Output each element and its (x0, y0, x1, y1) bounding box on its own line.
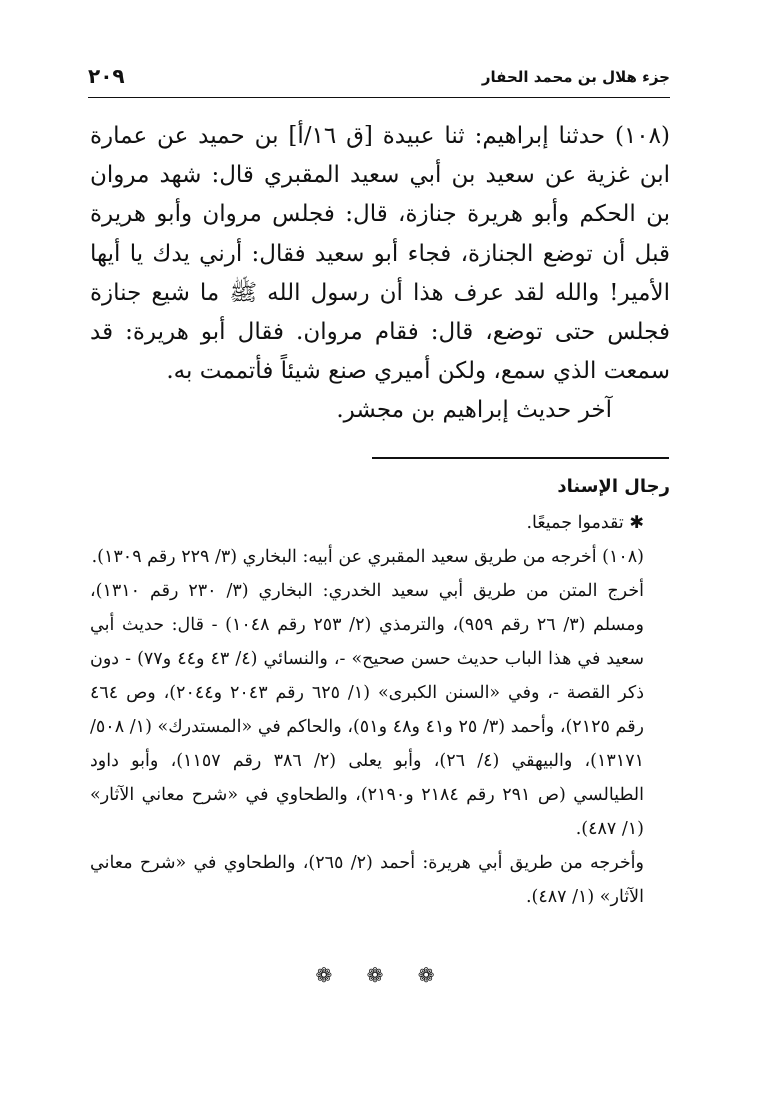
hadith-line: (١٠٨) حدثنا إبراهيم: ثنا عبيدة [ق ١٦/أ] بن حميد عن عمارة (90, 123, 670, 149)
hadith-paragraph (90, 117, 670, 391)
note-paragraph: وأخرجه من طريق أبي هريرة: أحمد (٢/ ٢٦٥)، والطحاوي في «شرح معاني الآثار» (١/ ٤٨٧). (90, 853, 644, 907)
note-paragraph: أخرج المتن من طريق أبي سعيد الخدري: البخاري (٣/ ٢٣٠ رقم ١٣١٠)، ومسلم (٣/ ٢٦ رقم ٩٥٩)، والترمذي (٢/ ٢٥٣ رقم ١٠٤٨) - قال: حديث أبي سعيد في هذا الباب حديث حسن صحيح» -، والنسائي (٤/ ٤٣ و٤٤ و٧٧) - دون ذكر القصة -، وفي «السنن الكبرى» (١/ ٦٢٥ رقم ٢٠٤٣ و٢٠٤٤)، وص ٤٦٤ رقم ٢١٢٥)، وأحمد (٣/ ٢٥ و٤١ و٤٨ و٥١)، والحاكم في «المستدرك» (١/ ٥٠٨/ ١٣١٧١)، والبيهقي (٤/ ٢٦)، وأبو يعلى (٢/ ٣٨٦ رقم ١١٥٧)، وأبو داود الطيالسي (ص ٢٩١ رقم ٢١٨٤ و٢١٩٠)، والطحاوي في «شرح معاني الآثار» (١/ ٤٨٧). (90, 581, 645, 839)
flower-ornament-icon: ❁ ❁ ❁ (315, 963, 449, 987)
hadith-line: ابن غزية عن سعيد بن أبي سعيد المقبري قال: شهد مروان بن الحكم (90, 162, 671, 228)
hadith-line: مروان. فقال أبو هريرة: قد سمعت الذي سمع، ولكن أميري صنع (90, 319, 670, 385)
footnotes (90, 470, 670, 914)
hadith-line: وأبو هريرة جنازة، قال: فجلس مروان وأبو هريرة قبل أن توضع (90, 201, 671, 267)
hadith-line: شيئاً فأتممت به. (166, 358, 321, 385)
note-paragraph: ✱ تقدموا جميعًا. (526, 513, 644, 533)
hadith-text (90, 117, 670, 431)
footnote-rule (372, 457, 669, 459)
note-paragraph: (١٠٨) أخرجه من طريق سعيد المقبري عن أبيه: البخاري (٣/ ٢٢٩ رقم ١٣٠٩). (91, 547, 644, 567)
running-title: جزء هلال بن محمد الحفار (481, 68, 670, 86)
running-head (88, 62, 670, 96)
hadith-line: هذا أن رسول الله ﷺ ما شيع جنازة فجلس حتى توضع، قال: فقام (90, 279, 670, 346)
header-rule (88, 97, 670, 98)
notes-heading: رجال الإسناد (557, 476, 670, 497)
page-number: ٢٠٩ (88, 64, 125, 88)
hadith-line: الجنازة، فجاء أبو سعيد فقال: أرني يدك يا أيها الأمير! والله لقد عرف (90, 240, 670, 306)
section-end-note: آخر حديث إبراهيم بن مجشر. (336, 397, 612, 424)
